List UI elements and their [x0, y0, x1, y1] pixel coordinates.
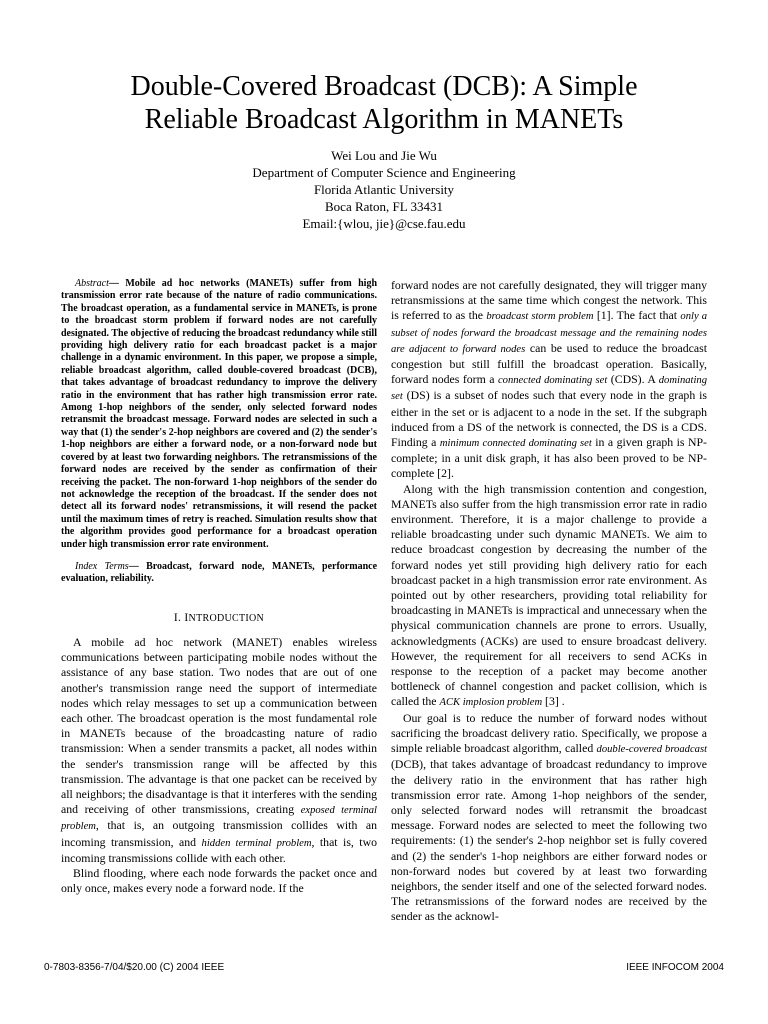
text-run: can be used to reduce the broadcast congestion but still fulfill the broadcast operation. Basically, forward nodes form a: [391, 340, 707, 387]
index-terms-label: Index Terms: [75, 560, 129, 572]
italic-term: ACK implosion problem: [439, 697, 543, 709]
footer-copyright: 0-7803-8356-7/04/$20.00 (C) 2004 IEEE: [44, 962, 225, 973]
affiliation-city: Boca Raton, FL 33431: [325, 199, 443, 214]
text-run: A mobile ad hoc network (MANET) enables wireless communications between participating mobile nodes without the assistance of any base station. Two nodes that are out of one another's transmission range need the support of intermediate nodes which relay messages to set up a communication between each other. The broadcast operation is the most fundamental role in MANETs because of the broadcasting nature of radio transmission: When a sender transmits a packet, all nodes within the sender's transmission range will be affected by this transmission. The advantage is that one packet can be received by all neighbors; the disadvantage is that it interferes with the sending and receiving of other transmissions, creating: [61, 634, 377, 817]
text-run: , that is, an outgoing transmission collides with an incoming transmission, and: [61, 818, 377, 849]
title-line-2: Reliable Broadcast Algorithm in MANETs: [144, 104, 624, 135]
abstract-text: Mobile ad hoc networks (MANETs) suffer from high transmission error rate because of the nature of radio communications. The broadcast operation, as a fundamental service in MANETs, is prone to the broadcast storm problem if forward nodes are not carefully designated. The objective of reducing the broadcast redundancy while still providing high delivery ratio for each broadcast packet is a major challenge in a dynamic environment. In this paper, we propose a simple, reliable broadcast algorithm, called double-covered broadcast (DCB), that takes advantage of broadcast redundancy to improve the delivery ratio in the environment that has rather high transmission error rate. Among 1-hop neighbors of the sender, only selected forward nodes retransmit the broadcast message. Forward nodes are selected in such a way that (1) the sender's 2-hop neighbors are covered and (2) the sender's 1-hop neighbors are either a forward node, or a non-forward node but covered by at least two forwarding neighbors. The retransmissions of the forward nodes are received by the sender as confirmation of their receiving the packet. The non-forward 1-hop neighbors of the sender do not acknowledge the reception of the broadcast. If the sender does not detect all its forward nodes' retransmissions, it will resend the packet until the maximum times of retry is reached. Simulation results show that the algorithm provides good performance for a broadcast operation under high transmission error rate environment.: [61, 278, 377, 550]
section-number: I.: [173, 611, 182, 624]
text-run: [3] .: [542, 694, 565, 709]
section-title-initial: I: [184, 611, 189, 624]
text-run: (DCB), that takes advantage of broadcast redundancy to improve the delivery ratio in the environment that has rather high transmission error rate. Among 1-hop neighbors of the sender, only selected forward nodes will retransmit the broadcast message. Forward nodes are selected to meet the following two requirements: (1) the sender's 2-hop neighbor set is fully covered and (2) the sender's 1-hop neighbors are either forward nodes or non-forward nodes but covered by at least two forwarding neighbors, the sender itself and one of the selected forward nodes. The retransmissions of the forward nodes are received by the sender as the acknowl-: [391, 757, 707, 924]
text-run: , that is, two incoming transmissions collide with each other.: [61, 834, 377, 865]
footer-venue: IEEE INFOCOM 2004: [626, 962, 724, 973]
authors: Wei Lou and Jie Wu: [331, 148, 437, 163]
text-run: Along with the high transmission contention and congestion, MANETs also suffer from the high transmission error rate in radio environment. Therefore, it is a major challenge to provide a reliable broadcasting under such dynamic MANETs. We aim to reduce broadcast congestion by decreasing the number of the forward nodes yet still providing high delivery ratio for each broadcast packet in a high transmission error rate environment. As pointed out by other researchers, providing total reliability for broadcasting in MANETs is impractical and unnecessary when the physical communication channels are prone to errors. Usually, acknowledgments (ACKs) are used to ensure broadcast delivery. However, the requirement for all receivers to send ACKs in response to the reception of a packet may become another bottleneck of channel congestion and packet collision, which is called the: [391, 481, 707, 709]
section-heading-introduction: [61, 611, 377, 626]
paper-title: [40, 70, 728, 136]
text-run: Our goal is to reduce the number of forward nodes without sacrificing the broadcast delivery ratio. Specifically, we propose a simple reliable broadcast algorithm, called: [391, 710, 707, 756]
italic-term: broadcast storm problem: [486, 311, 594, 323]
index-terms: Index Terms— Broadcast, forward node, MANETs, performance evaluation, reliability.: [61, 560, 378, 585]
title-line-1: Double-Covered Broadcast (DCB): A Simple: [130, 71, 638, 102]
email: Email:{wlou, jie}@cse.fau.edu: [302, 216, 466, 231]
body-paragraph-goal: [391, 711, 707, 925]
italic-term: minimum connected dominating set: [439, 438, 592, 450]
italic-term: exposed terminal problem: [61, 805, 377, 833]
left-column: [61, 278, 377, 896]
italic-term: hidden terminal problem: [201, 837, 312, 849]
intro-paragraph-1: [61, 635, 377, 866]
text-run: (DS) is a subset of nodes such that every node in the graph is either in the set or is adjacent to a node in the set. If the subgraph induced from a DS of the network is connected, the DS is a CDS. Finding a: [391, 388, 707, 450]
abstract: Abstract— Mobile ad hoc networks (MANETs) suffer from high transmission error rate because of the nature of radio communications. The broadcast operation, as a fundamental service in MANETs, is prone to the broadcast storm problem if forward nodes are not carefully designated. The objective of reducing the broadcast redundancy while still providing high delivery ratio for each broadcast packet is a major challenge in a dynamic environment. In this paper, we propose a simple, reliable broadcast algorithm, called double-covered broadcast (DCB), that takes advantage of broadcast redundancy to improve the delivery ratio in the environment that has rather high transmission error rate. Among 1-hop neighbors of the sender, only selected forward nodes retransmit the broadcast message. Forward nodes are selected in such a way that (1) the sender's 2-hop neighbors are covered and (2) the sender's 1-hop neighbors are either a forward node, or a non-forward node but covered by at least two forwarding neighbors. The retransmissions of the forward nodes are received by the sender as confirmation of their receiving the packet. The non-forward 1-hop neighbors of the sender do not acknowledge the reception of the broadcast. If the sender does not detect all its forward nodes' retransmissions, it will resend the packet until the maximum times of retry is reached. Simulation results show that the algorithm provides good performance for a broadcast operation under high transmission error rate environment.: [61, 278, 377, 550]
text-run: forward nodes are not carefully designated, they will trigger many retransmissions at the same time which congest the network. This is referred to as the: [391, 278, 707, 323]
affiliation-dept: Department of Computer Science and Engineering: [252, 165, 516, 180]
author-block: [40, 147, 728, 232]
text-run: [1]. The fact that: [593, 308, 681, 323]
index-terms-text: Broadcast, forward node, MANETs, performance evaluation, reliability.: [61, 560, 378, 585]
right-column: [391, 278, 707, 925]
affiliation-univ: Florida Atlantic University: [313, 182, 455, 197]
italic-term: dominating set: [391, 375, 708, 403]
section-title-rest: NTRODUCTION: [188, 612, 265, 624]
text-run: in a given graph is NP-complete; in a unit disk graph, it has also been proved to be NP-complete [2].: [391, 435, 707, 481]
italic-term: only a subset of nodes forward the broadcast message and the remaining nodes are adjacent to forward nodes: [391, 311, 707, 355]
body-paragraph-reliability: [391, 482, 707, 711]
italic-term: double-covered broadcast: [596, 744, 708, 756]
abstract-label: Abstract: [75, 278, 109, 289]
body-paragraph-continued: [391, 278, 707, 482]
italic-term: connected dominating set: [497, 375, 608, 387]
text-run: (CDS). A: [607, 372, 659, 387]
intro-paragraph-2: Blind flooding, where each node forwards the packet once and only once, makes every node a forward node. If the: [61, 866, 377, 896]
